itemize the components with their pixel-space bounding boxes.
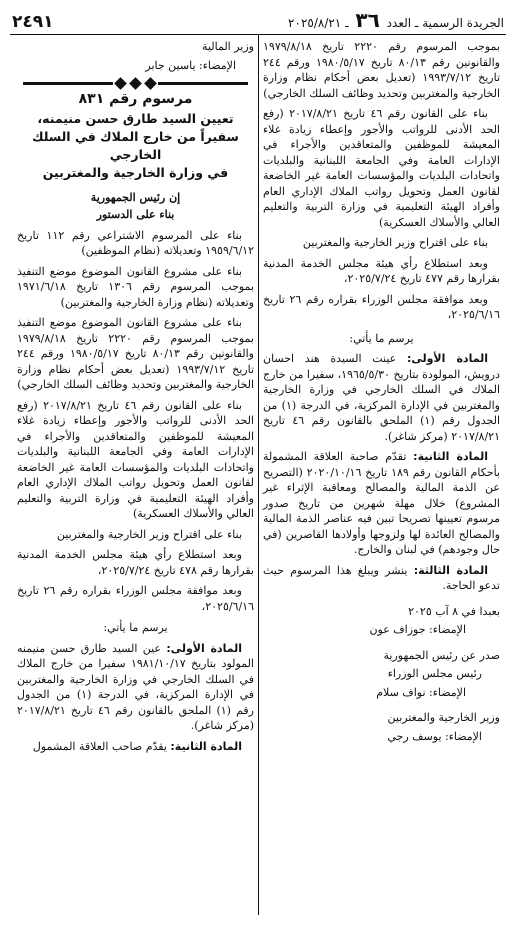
place-date: بعبدا في ٨ آب ٢٠٢٥ — [408, 604, 500, 618]
issue-number: ٣٦ — [355, 8, 380, 32]
para: وبعد استطلاع رأي هيئة مجلس الخدمة المدنية بقرارها رقم ٤٧٨ تاريخ ٢٠٢٥/٧/٢٤، — [17, 548, 254, 577]
article-text: عينت السيدة هند احسان درويش، المولودة بتاريخ ١٩٦٥/٥/٣٠، سفيرا من خارج الملاك في السلك الخارجي في وزارة الخارجية والمغتربين في الإدارة المركزية، في الدرجة (١) من الجدول رقم (١) الملحق بالقانون رقم ٤٦ تاريخ ٢٠١٧/٨/٢١ (مركز شاغر). — [263, 352, 501, 443]
article-text: تقدّم صاحبة العلاقة المشمولة بأحكام القانون رقم ١٨٩ تاريخ ٢٠٢٠/١٠/١٦ (التصريح عن الذمة المالية والمصالح ومعاقبة الإثراء غير المشروع) خلال مهلة شهرين من تاريخ صدور مرسوم تعيينها تصريحا تبين فيه عناصر الذمة المالية والمصالح العائدة لها ولزوجها وأولادها القاصرين (في حال وجودهم) في لبنان والخارج. — [263, 450, 500, 556]
signature-president: الإمضاء: جوزاف عون — [369, 623, 466, 636]
section-ornament — [17, 79, 254, 88]
pm-title: رئيس مجلس الوزراء — [387, 667, 482, 680]
left-column — [11, 35, 258, 915]
article-label: المادة الأولى: — [166, 641, 242, 655]
finance-title: وزير المالية — [202, 40, 254, 53]
decrees-label: يرسم ما يأتي: — [103, 621, 168, 634]
fm-title: وزير الخارجية والمغتربين — [387, 711, 500, 724]
decree-number: مرسوم رقم ٨٣١ — [78, 91, 193, 107]
gazette-title: الجريدة الرسمية ـ العدد — [386, 16, 504, 30]
decrees-label: يرسم ما يأتي: — [349, 331, 414, 345]
para: وبعد موافقة مجلس الوزراء بقراره رقم ٢٦ تاريخ ٢٠٢٥/٦/١٦، — [17, 584, 254, 613]
article-3 — [263, 563, 500, 594]
article-label: المادة الثانية: — [170, 739, 242, 753]
article-label: المادة الثانية: — [413, 450, 488, 463]
article-1 — [263, 351, 500, 444]
article-text: ينشر ويبلغ هذا المرسوم حيث تدعو الحاجة. — [263, 563, 500, 592]
para: بناء على اقتراح وزير الخارجية والمغتربين — [56, 527, 242, 541]
page-number: ٢٤٩١ — [12, 12, 54, 32]
para: بناء على القانون رقم ٤٦ تاريخ ٢٠١٧/٨/٢١ (رفع الحد الأدنى للرواتب والأجور وإعطاء زيادة غلاء المعيشة للموظفين والمتعاقدين والأجراء في الإدارات العامة وفي الجامعة اللبنانية والبلديات واتحادات البلديات والمؤسسات العامة غير الخاضعة لقانون العمل وتحويل رواتب الملاك الإداري العام وأفراد الهيئة التعليمية في وزارة التربية والتعليم العالي والأسلاك العسكرية) — [17, 398, 254, 520]
article-text: يقدّم صاحب العلاقة المشمول — [32, 739, 167, 753]
para: بناء على مشروع القانون الموضوع موضع التنفيذ بموجب المرسوم رقم ١٣٠٦ تاريخ ١٩٧١/٦/١٨ وتعديلاته (نظام وزارة الخارجية والمغتربين) — [17, 264, 254, 309]
page-header — [10, 6, 506, 35]
article-text: عين السيد طارق حسن منيمنه المولود بتاريخ ١٩٨١/١٠/١٧ سفيرا من خارج الملاك في السلك الخارجي في وزارة الخارجية والمغتربين في الإدارة المركزية، في الدرجة (١) من الجدول رقم (١) الملحق بالقانون رقم ٤٦ تاريخ ٢٠١٧/٨/٢١ (مركز شاغر). — [17, 641, 254, 732]
article-1 — [17, 641, 254, 734]
signature-pm: الإمضاء: نواف سلام — [376, 685, 466, 699]
para: وبعد موافقة مجلس الوزراء بقراره رقم ٢٦ تاريخ ٢٠٢٥/٦/١٦، — [263, 292, 500, 321]
right-column — [259, 35, 506, 915]
para: بناء على المرسوم الاشتراعي رقم ١١٢ تاريخ ١٩٥٩/٦/١٢ وتعديلاته (نظام الموظفين) — [17, 228, 254, 257]
article-label: المادة الثالثة: — [413, 563, 488, 577]
para: بناء على القانون رقم ٤٦ تاريخ ٢٠١٧/٨/٢١ (رفع الحد الأدنى للرواتب والأجور وإعطاء زيادة غلاء المعيشة للموظفين والمتعاقدين والأجراء في الإدارات العامة وفي الجامعة اللبنانية والبلديات واتحادات البلديات والمؤسسات العامة غير الخاضعة لقانون العمل وتحويل رواتب الملاك الإداري العام وأفراد الهيئة التعليمية في وزارة التربية والتعليم العالي والأسلاك العسكرية) — [263, 107, 500, 229]
para: بناء على مشروع القانون الموضوع موضع التنفيذ بموجب المرسوم رقم ٢٢٢٠ تاريخ ١٩٧٩/٨/١٨ والقانونين رقم ٨٠/١٣ تاريخ ١٩٨٠/٥/١٧ ورقم ٢٤٤ تاريخ ١٩٩٣/٧/١٢ (تعديل بعض أحكام نظام وزارة الخارجية والمغتربين وتحديد وظائف السلك الخارجي) — [17, 316, 255, 391]
constitution-line: بناء على الدستور — [96, 208, 175, 221]
para: وبعد استطلاع رأي هيئة مجلس الخدمة المدنية بقرارها رقم ٤٧٧ تاريخ ٢٠٢٥/٧/٢٤، — [263, 256, 500, 285]
columns — [10, 35, 506, 915]
article-2 — [263, 449, 500, 558]
issue-date: ـ ٢٠٢٥/٨/٢١ — [288, 16, 349, 30]
issued-by: صدر عن رئيس الجمهورية — [383, 648, 500, 662]
article-2 — [17, 739, 254, 755]
column-divider — [258, 35, 259, 915]
para: بموجب المرسوم رقم ٢٢٢٠ تاريخ ١٩٧٩/٨/١٨ والقانونين رقم ٨٠/١٣ تاريخ ١٩٨٠/٥/١٧ ورقم ٢٤٤ تاريخ ١٩٩٣/٧/١٢ (تعديل بعض أحكام نظام وزارة الخارجية والمغتربين وتحديد وظائف السلك الخارجي) — [263, 40, 501, 100]
header-title — [288, 8, 504, 32]
article-label: المادة الأولى: — [406, 352, 488, 365]
signature-fm: الإمضاء: يوسف رجي — [387, 729, 482, 743]
para: بناء على اقتراح وزير الخارجية والمغتربين — [302, 236, 488, 249]
decree-title: تعيين السيد طارق حسن منيمنه، سفيراً من خارج الملاك في السلك الخارجي في وزارة الخارجية والمغتربين — [32, 110, 239, 180]
president-line: إن رئيس الجمهورية — [90, 190, 181, 204]
signature-finance: الإمضاء: ياسين جابر — [145, 58, 236, 72]
